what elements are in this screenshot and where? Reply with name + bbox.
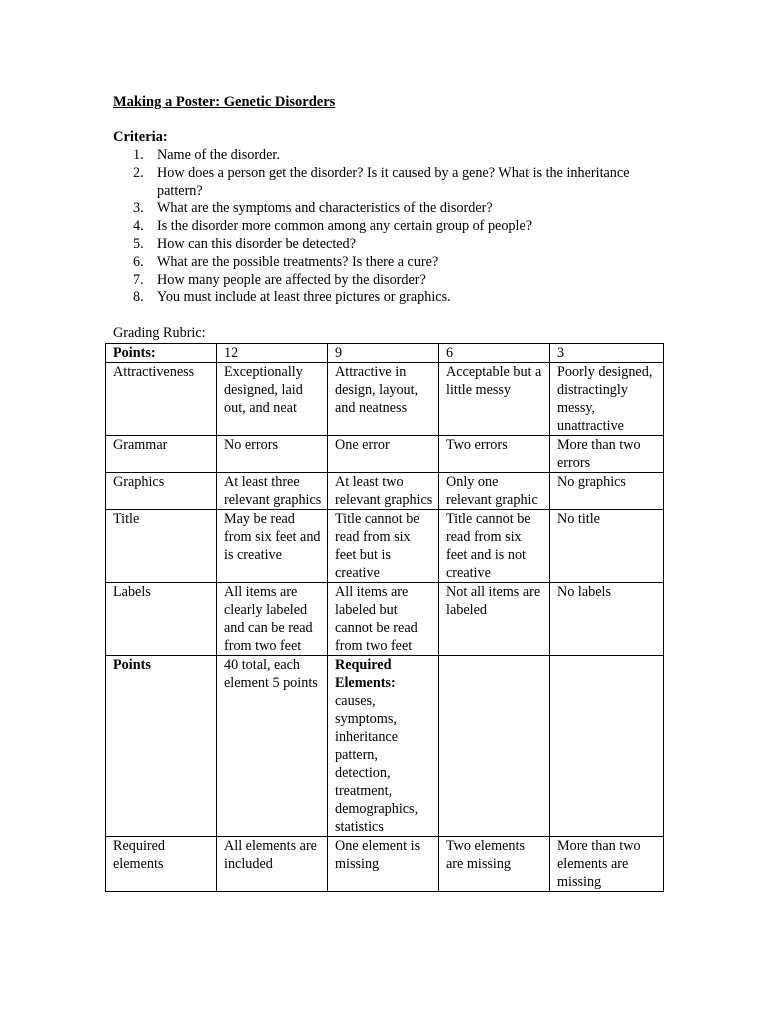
- criteria-list: [113, 147, 633, 307]
- criteria-heading: Criteria:: [113, 129, 168, 145]
- criteria-number: 4.: [133, 218, 144, 235]
- criteria-item: [113, 254, 633, 272]
- required-elements-heading: Required Elements:: [335, 657, 396, 691]
- row-label: Points: [106, 656, 217, 837]
- table-cell: Only one relevant graphic: [439, 473, 550, 510]
- criteria-item: [113, 289, 633, 307]
- table-row: [106, 837, 664, 892]
- criteria-text: How many people are affected by the disorder?: [157, 271, 426, 288]
- criteria-item: [113, 200, 633, 218]
- table-cell: All items are clearly labeled and can be read from two feet: [217, 583, 328, 656]
- row-label: Graphics: [106, 473, 217, 510]
- header-cell: 12: [217, 344, 328, 363]
- table-cell: Two errors: [439, 436, 550, 473]
- table-row: [106, 473, 664, 510]
- table-cell: No labels: [550, 583, 664, 656]
- criteria-item: [113, 272, 633, 290]
- table-row: [106, 510, 664, 583]
- header-cell: Points:: [106, 344, 217, 363]
- criteria-text: Is the disorder more common among any certain group of people?: [157, 218, 533, 235]
- table-cell: Title cannot be read from six feet but is creative: [328, 510, 439, 583]
- points-total-cell: 40 total, each element 5 points: [217, 656, 328, 837]
- criteria-text: What are the possible treatments? Is there a cure?: [157, 253, 439, 270]
- criteria-item: [113, 218, 633, 236]
- table-row: [106, 363, 664, 436]
- header-cell: 9: [328, 344, 439, 363]
- table-cell: More than two elements are missing: [550, 837, 664, 892]
- required-elements-list: causes, symptoms, inheritance pattern, detection, treatment, demographics, statistics: [335, 693, 419, 835]
- table-cell: Title cannot be read from six feet and is not creative: [439, 510, 550, 583]
- table-cell: More than two errors: [550, 436, 664, 473]
- criteria-number: 6.: [133, 253, 144, 270]
- criteria-number: 3.: [133, 200, 144, 217]
- table-cell: Two elements are missing: [439, 837, 550, 892]
- table-cell: May be read from six feet and is creative: [217, 510, 328, 583]
- document-title: Making a Poster: Genetic Disorders: [113, 94, 336, 110]
- header-cell: 3: [550, 344, 664, 363]
- grading-rubric-table: [105, 343, 664, 892]
- criteria-number: 8.: [133, 289, 144, 306]
- table-row: [106, 583, 664, 656]
- table-cell: Acceptable but a little messy: [439, 363, 550, 436]
- row-label: Labels: [106, 583, 217, 656]
- criteria-text: Name of the disorder.: [157, 147, 280, 163]
- points-row: [106, 656, 664, 837]
- criteria-number: 1.: [133, 147, 144, 163]
- table-cell: Attractive in design, layout, and neatness: [328, 363, 439, 436]
- header-cell: 6: [439, 344, 550, 363]
- table-cell: [439, 656, 550, 837]
- table-cell: Poorly designed, distractingly messy, unattractive: [550, 363, 664, 436]
- table-cell: At least two relevant graphics: [328, 473, 439, 510]
- table-cell: All items are labeled but cannot be read from two feet: [328, 583, 439, 656]
- criteria-item: [113, 165, 633, 201]
- table-cell: All elements are included: [217, 837, 328, 892]
- criteria-text: What are the symptoms and characteristics of the disorder?: [157, 200, 493, 217]
- required-elements-cell: [328, 656, 439, 837]
- table-cell: Exceptionally designed, laid out, and neat: [217, 363, 328, 436]
- row-label: Attractiveness: [106, 363, 217, 436]
- criteria-text: You must include at least three pictures or graphics.: [157, 289, 451, 306]
- rubric-heading: Grading Rubric:: [113, 325, 206, 341]
- table-cell: One element is missing: [328, 837, 439, 892]
- table-cell: At least three relevant graphics: [217, 473, 328, 510]
- row-label: Required elements: [106, 837, 217, 892]
- table-cell: [550, 656, 664, 837]
- table-cell: No errors: [217, 436, 328, 473]
- row-label: Grammar: [106, 436, 217, 473]
- criteria-item: [113, 236, 633, 254]
- criteria-text: How does a person get the disorder? Is it caused by a gene? What is the inheritance pattern?: [157, 164, 630, 199]
- criteria-number: 2.: [133, 164, 144, 181]
- table-cell: One error: [328, 436, 439, 473]
- table-cell: Not all items are labeled: [439, 583, 550, 656]
- table-cell: No title: [550, 510, 664, 583]
- row-label: Title: [106, 510, 217, 583]
- criteria-number: 5.: [133, 235, 144, 252]
- criteria-text: How can this disorder be detected?: [157, 235, 356, 252]
- criteria-number: 7.: [133, 271, 144, 288]
- table-cell: No graphics: [550, 473, 664, 510]
- criteria-item: [113, 147, 633, 165]
- rubric-header-row: [106, 344, 664, 363]
- table-row: [106, 436, 664, 473]
